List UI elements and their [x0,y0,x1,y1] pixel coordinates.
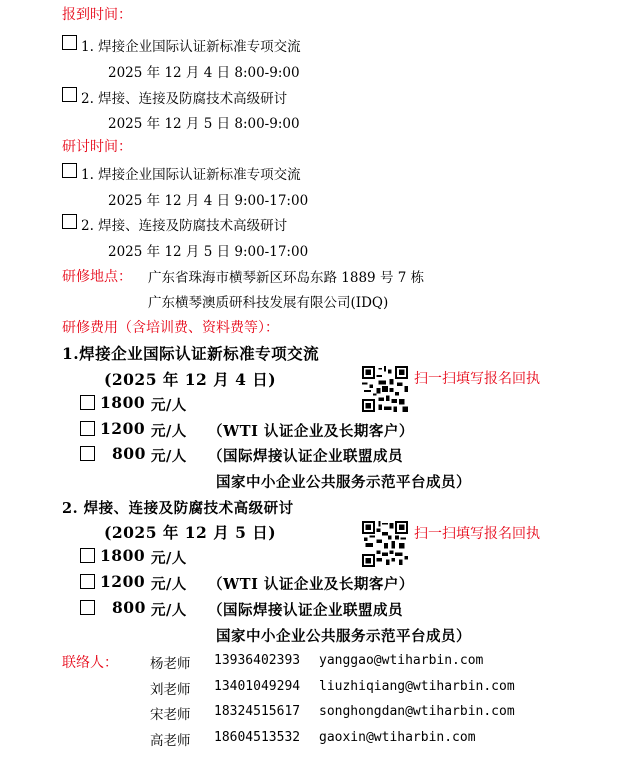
contact-email[interactable]: liuzhiqiang@wtiharbin.com [319,679,515,694]
course-2-title: 2. 焊接、连接及防腐技术高级研讨 [62,500,294,517]
course-2-unit-800: 元/人 [151,602,187,619]
registration-checkbox-2[interactable] [62,87,77,102]
registration-item-1-label: 1. 焊接企业国际认证新标准专项交流 [81,39,301,55]
seminar-checkbox-2[interactable] [62,214,77,229]
course-1-note-cont: 国家中小企业公共服务示范平台成员） [216,474,471,491]
registration-item-2-time: 2025 年 12 月 5 日 8:00-9:00 [108,116,300,132]
course-2-option-1200-checkbox[interactable] [80,574,95,589]
course-1-unit-800: 元/人 [151,448,187,465]
contact-name: 宋老师 [150,707,191,723]
contact-name: 杨老师 [150,656,191,672]
contact-name: 高老师 [150,733,191,749]
course-2-qr-text: 扫一扫填写报名回执 [414,526,540,542]
seminar-item-2-label: 2. 焊接、连接及防腐技术高级研讨 [81,218,288,234]
location-heading: 研修地点： [62,269,132,285]
registration-item-2-label: 2. 焊接、连接及防腐技术高级研讨 [81,91,288,107]
contact-email[interactable]: gaoxin@wtiharbin.com [319,730,476,745]
seminar-checkbox-1[interactable] [62,163,77,178]
contact-email[interactable]: songhongdan@wtiharbin.com [319,704,515,719]
course-1-note-1200: （WTI 认证企业及长期客户） [208,423,414,440]
seminar-item-1-time: 2025 年 12 月 4 日 9:00-17:00 [108,193,309,209]
course-1-unit-1800: 元/人 [151,397,187,414]
course-1-note-800: （国际焊接认证企业联盟成员 [208,448,403,465]
course-1-title: 1.焊接企业国际认证新标准专项交流 [62,344,320,363]
contacts-heading: 联络人： [62,655,118,671]
course-2-date: (2025 年 12 月 5 日) [104,523,277,542]
course-2-unit-1800: 元/人 [151,550,187,567]
contact-phone: 18604513532 [214,730,301,745]
contact-phone: 13936402393 [214,653,301,668]
course-1-qr-text: 扫一扫填写报名回执 [414,371,540,387]
course-2-price-1800: 1800 [100,546,146,565]
course-1-option-800-checkbox[interactable] [80,446,95,461]
course-2-note-cont: 国家中小企业公共服务示范平台成员） [216,628,471,645]
location-line-1: 广东省珠海市横琴新区环岛东路 1889 号 7 栋 [148,270,425,286]
course-1-price-800: 800 [112,444,146,463]
course-2-option-1800-checkbox[interactable] [80,548,95,563]
seminar-item-1-label: 1. 焊接企业国际认证新标准专项交流 [81,167,301,183]
course-1-option-1200-checkbox[interactable] [80,421,95,436]
course-2-option-800-checkbox[interactable] [80,600,95,615]
registration-heading: 报到时间： [62,7,132,23]
registration-checkbox-1[interactable] [62,35,77,50]
contact-email[interactable]: yanggao@wtiharbin.com [319,653,484,668]
course-1-option-1800-checkbox[interactable] [80,395,95,410]
qr-code-icon[interactable] [360,366,410,412]
course-1-date: (2025 年 12 月 4 日) [104,370,277,389]
seminar-heading: 研讨时间： [62,139,132,155]
course-1-price-1200: 1200 [100,419,146,438]
course-2-price-1200: 1200 [100,572,146,591]
course-2-note-1200: （WTI 认证企业及长期客户） [208,576,414,593]
contact-phone: 18324515617 [214,704,301,719]
qr-code-icon[interactable] [360,521,410,567]
course-2-note-800: （国际焊接认证企业联盟成员 [208,602,403,619]
fees-heading: 研修费用（含培训费、资料费等）： [62,320,279,336]
contact-name: 刘老师 [150,682,191,698]
course-1-unit-1200: 元/人 [151,423,187,440]
course-2-unit-1200: 元/人 [151,576,187,593]
course-1-price-1800: 1800 [100,393,146,412]
course-2-price-800: 800 [112,598,146,617]
registration-item-1-time: 2025 年 12 月 4 日 8:00-9:00 [108,65,300,81]
contact-phone: 13401049294 [214,679,301,694]
location-line-2: 广东横琴澳质研科技发展有限公司(IDQ) [148,295,389,311]
seminar-item-2-time: 2025 年 12 月 5 日 9:00-17:00 [108,244,309,260]
